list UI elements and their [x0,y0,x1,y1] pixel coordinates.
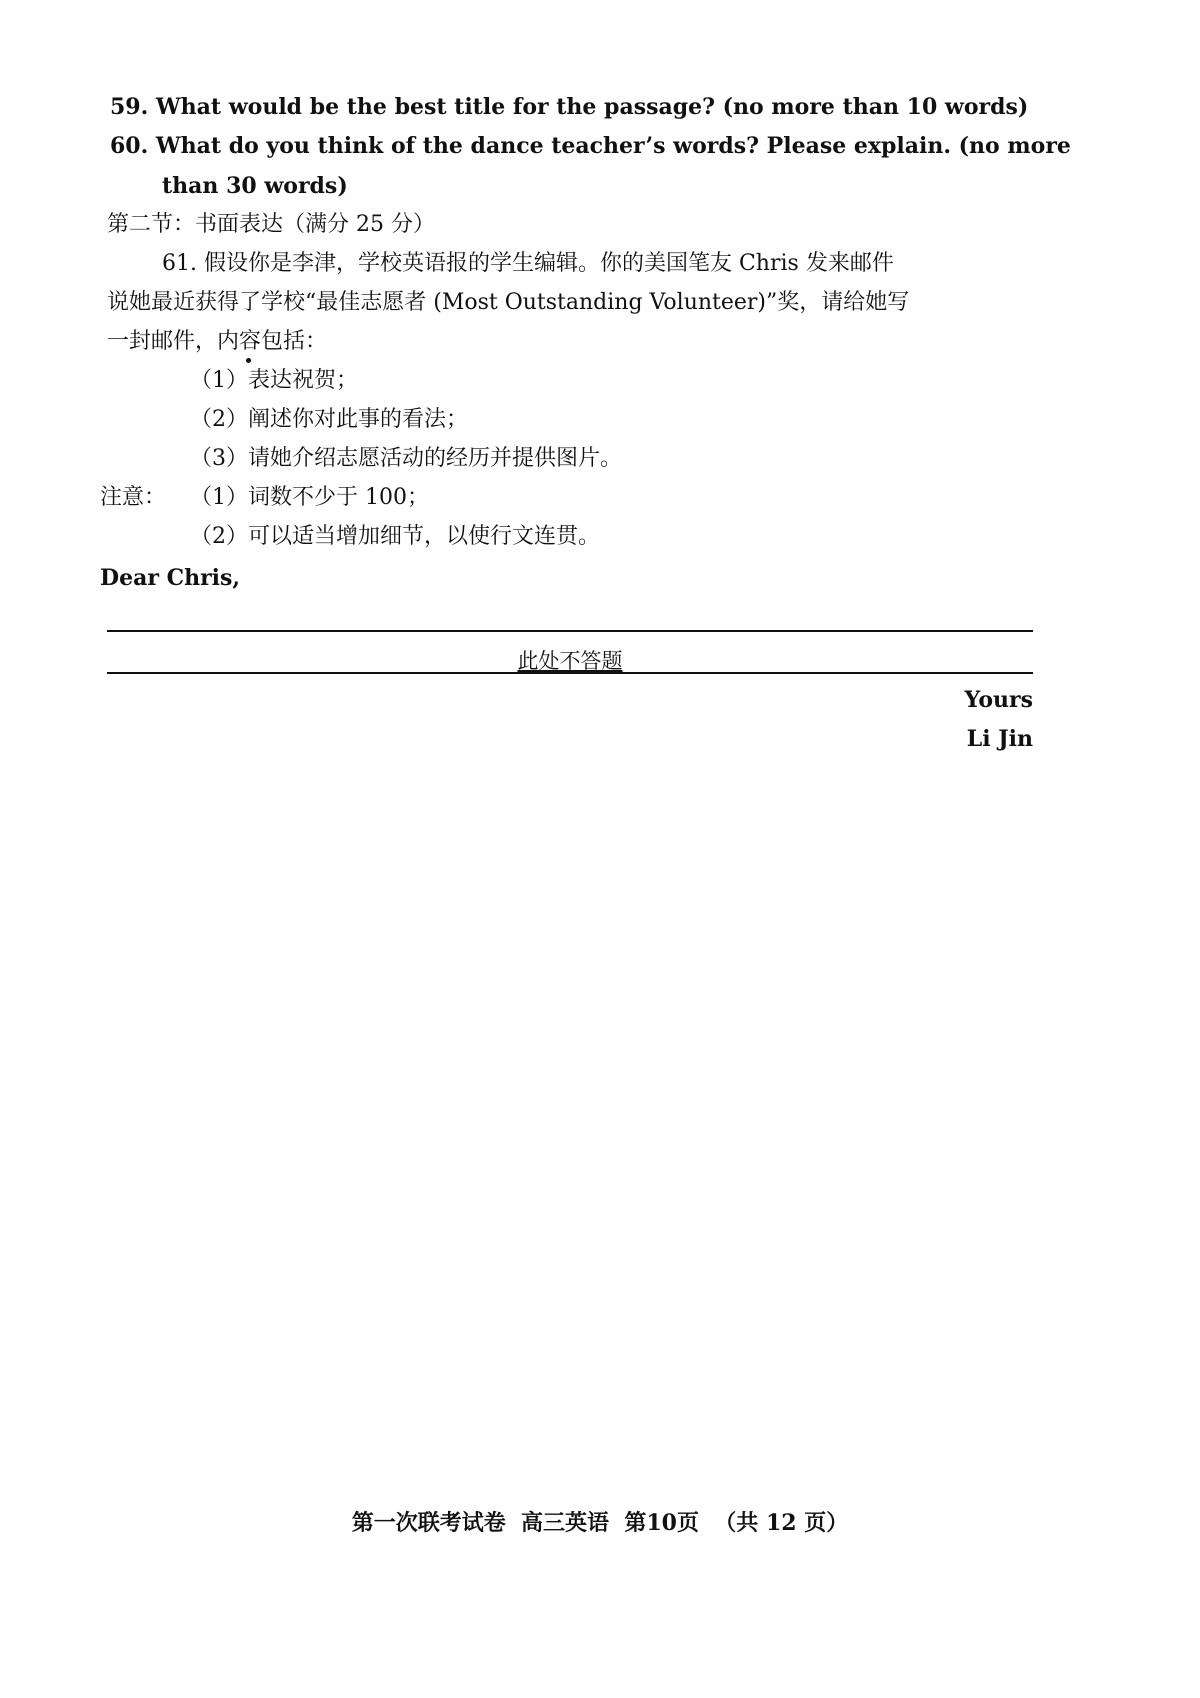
answer-line-bottom [107,672,1033,674]
note-item-1: （1）词数不少于 100； [190,485,429,510]
letter-greeting: Dear Chris, [100,565,241,591]
requirement-item-1: （1）表达祝贺； [190,368,358,393]
letter-signature: Li Jin [966,726,1033,752]
question-59: 59. What would be the best title for the passage? (no more than 10 words) [110,94,1029,120]
section2-heading: 第二节：书面表达（满分 25 分） [107,212,435,237]
requirement-item-2: （2）阐述你对此事的看法； [190,407,468,432]
page-footer: 第一次联考试卷 高三英语 第10页 （共 12 页） [351,1510,849,1536]
notes-label: 注意： [100,485,167,510]
requirement-item-3: （3）请她介绍志愿活动的经历并提供图片。 [190,446,622,471]
letter-closing: Yours [964,687,1033,713]
answer-line-top [107,630,1033,632]
prompt-line2: 说她最近获得了学校“最佳志愿者 (Most Outstanding Volunteer)”奖，请给她写 [107,290,910,315]
note-item-2: （2）可以适当增加细节，以使行文连贯。 [190,524,600,549]
question-60-line1: 60. What do you think of the dance teacher’s words? Please explain. (no more [110,133,1071,159]
prompt-line3: 一封邮件，内容包括： [107,329,328,354]
no-answer-notice: 此处不答题 [517,649,623,673]
emphasis-dot [246,358,251,363]
question-60-line2: than 30 words) [162,173,348,199]
prompt-line1: 61. 假设你是李津，学校英语报的学生编辑。你的美国笔友 Chris 发来邮件 [162,251,894,276]
